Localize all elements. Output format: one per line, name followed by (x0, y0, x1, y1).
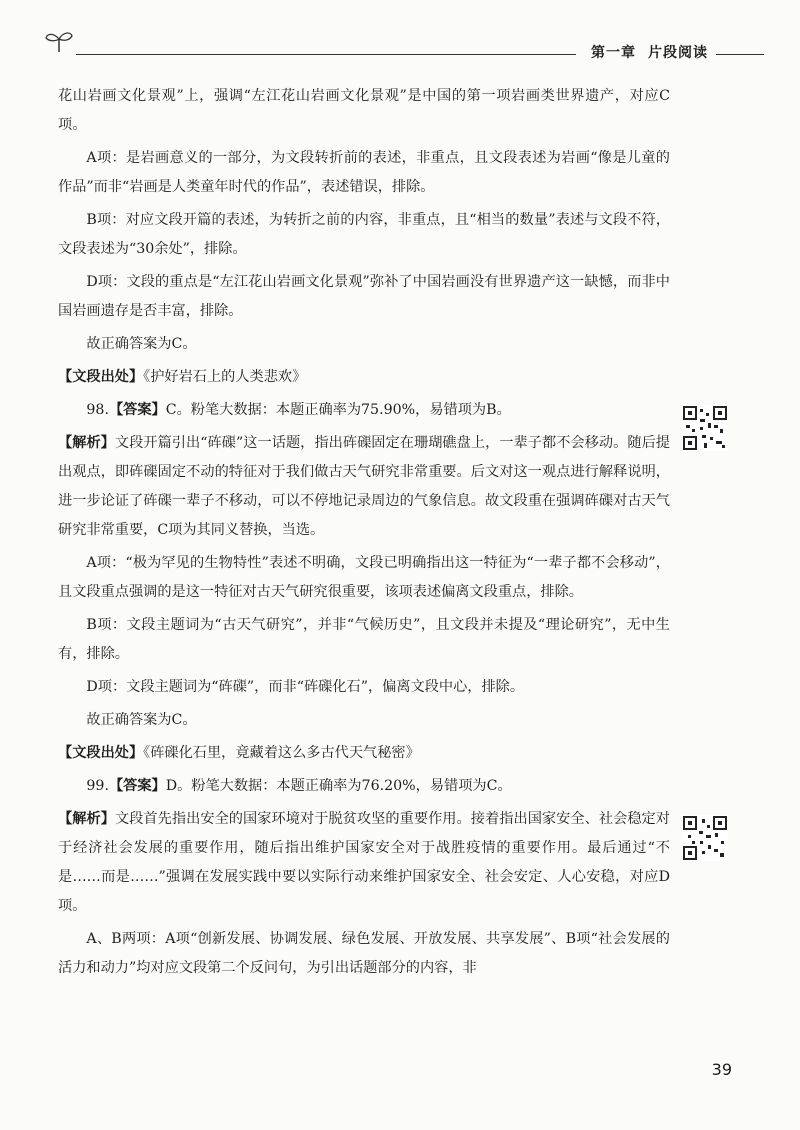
source-line (58, 363, 670, 392)
answer-line (58, 772, 670, 801)
paragraph: A项：是岩画意义的一部分，为文段转折前的表述，非重点，且文段表述为岩画“像是儿童的作品”而非“岩画是人类童年时代的作品”，表述错误，排除。 (58, 150, 670, 195)
source-line (58, 739, 670, 768)
paragraph: 故正确答案为C。 (86, 712, 197, 728)
answer-text: C。粉笔大数据：本题正确率为75.90%，易错项为B。 (165, 402, 511, 418)
qr-code-icon[interactable] (682, 405, 728, 451)
page-body (58, 82, 670, 987)
section-label: 片段阅读 (648, 45, 708, 61)
paragraph: A项：“极为罕见的生物特性”表述不明确，文段已明确指出这一特征为“一辈子都不会移动”，且文段重点强调的是这一特征对古天气研究很重要，该项表述偏离文段重点，排除。 (58, 555, 670, 600)
answer-line (58, 396, 670, 425)
header-rule-left (76, 54, 576, 55)
sprout-icon (44, 28, 74, 54)
chapter-title (579, 42, 708, 62)
analysis-line (58, 805, 670, 921)
qr-code-icon[interactable] (682, 815, 728, 861)
analysis-text: 文段开篇引出“砗磲”这一话题，指出砗磲固定在珊瑚礁盘上，一辈子都不会移动。随后提出观点，即砗磲固定不动的特征对于我们做古天气研究非常重要。后文对这一观点进行解释说明，进一步论证了砗磲一辈子不移动，可以不停地记录周边的气象信息。故文段重在强调砗磲对古天气研究非常重要，C项为其同义替换，当选。 (58, 435, 670, 538)
source-tag: 【文段出处】 (58, 369, 144, 385)
paragraph: A、B两项：A项“创新发展、协调发展、绿色发展、开放发展、共享发展”、B项“社会发展的活力和动力”均对应文段第二个反问句，为引出话题部分的内容，非 (58, 931, 670, 976)
analysis-tag: 【解析】 (58, 435, 115, 451)
chapter-label: 第一章 (591, 45, 636, 61)
paragraph: 故正确答案为C。 (86, 336, 197, 352)
paragraph: B项：对应文段开篇的表述，为转折之前的内容，非重点，且“相当的数量”表述与文段不符，文段表述为“30余处”，排除。 (58, 212, 670, 257)
page-number: 39 (711, 1060, 732, 1079)
source-title: 《砗磲化石里，竟藏着这么多古代天气秘密》 (143, 745, 420, 761)
analysis-text: 文段首先指出安全的国家环境对于脱贫攻坚的重要作用。接着指出国家安全、社会稳定对于经济社会发展的重要作用，随后指出维护国家安全对于战胜疫情的重要作用。最后通过“不是……而是……”强调在发展实践中要以实际行动来维护国家安全、社会安定、人心安稳，对应D项。 (58, 811, 670, 914)
paragraph: D项：文段的重点是“左江花山岩画文化景观”弥补了中国岩画没有世界遗产这一缺憾，而非中国岩画遗存是否丰富，排除。 (58, 274, 670, 319)
paragraph: D项：文段主题词为“砗磲”，而非“砗磲化石”，偏离文段中心，排除。 (86, 679, 525, 695)
source-tag: 【文段出处】 (58, 745, 144, 761)
answer-tag: 【答案】 (108, 778, 166, 794)
paragraph: 花山岩画文化景观”上，强调“左江花山岩画文化景观”是中国的第一项岩画类世界遗产，对应C项。 (58, 88, 670, 133)
analysis-tag: 【解析】 (58, 811, 115, 827)
answer-text: D。粉笔大数据：本题正确率为76.20%，易错项为C。 (165, 778, 512, 794)
paragraph: B项：文段主题词为“古天气研究”，并非“气候历史”，且文段并未提及“理论研究”，无中生有，排除。 (58, 617, 670, 662)
page-header (44, 28, 764, 68)
analysis-line (58, 429, 670, 545)
question-number: 98. (86, 402, 109, 418)
question-number: 99. (86, 778, 109, 794)
answer-tag: 【答案】 (108, 402, 166, 418)
header-rule-right (716, 54, 764, 55)
source-title: 《护好岩石上的人类悲欢》 (143, 369, 307, 385)
